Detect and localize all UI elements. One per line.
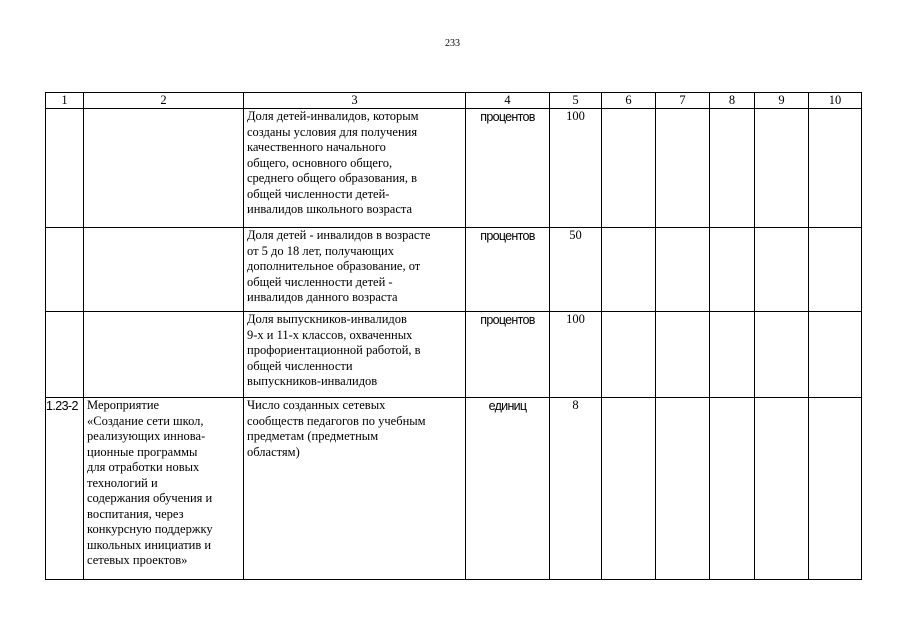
empty-cell xyxy=(809,228,862,312)
measure-name-cell xyxy=(84,312,244,398)
measure-name-cell xyxy=(84,109,244,228)
table-row xyxy=(46,109,862,228)
value-cell: 100 xyxy=(550,312,602,398)
table-row xyxy=(46,398,862,580)
header-cell: 8 xyxy=(710,93,755,109)
empty-cell xyxy=(656,228,710,312)
empty-cell xyxy=(809,312,862,398)
indicator-cell: Доля детей - инвалидов в возрасте от 5 до 18 лет, получающих дополнительное образование, от общей численности детей - инвалидов данного возраста xyxy=(244,228,466,312)
header-cell: 10 xyxy=(809,93,862,109)
measure-name-cell: Мероприятие «Создание сети школ, реализующих иннова- ционные программы для отработки новых технологий и содержания обучения и воспитания, через конкурсную поддержку школьных инициатив и сетевых проектов» xyxy=(84,398,244,580)
row-number-cell xyxy=(46,312,84,398)
empty-cell xyxy=(755,398,809,580)
empty-cell xyxy=(755,228,809,312)
measure-name-cell xyxy=(84,228,244,312)
empty-cell xyxy=(809,398,862,580)
value-cell: 50 xyxy=(550,228,602,312)
empty-cell xyxy=(710,228,755,312)
row-number-cell xyxy=(46,109,84,228)
value-cell: 8 xyxy=(550,398,602,580)
empty-cell xyxy=(755,312,809,398)
header-cell: 9 xyxy=(755,93,809,109)
row-number-cell xyxy=(46,228,84,312)
empty-cell xyxy=(656,109,710,228)
indicator-cell: Число созданных сетевых сообществ педагогов по учебным предметам (предметным областям) xyxy=(244,398,466,580)
header-cell: 6 xyxy=(602,93,656,109)
empty-cell xyxy=(602,398,656,580)
table-row xyxy=(46,312,862,398)
empty-cell xyxy=(602,228,656,312)
header-cell: 1 xyxy=(46,93,84,109)
empty-cell xyxy=(755,109,809,228)
header-cell: 3 xyxy=(244,93,466,109)
empty-cell xyxy=(809,109,862,228)
header-cell: 7 xyxy=(656,93,710,109)
empty-cell xyxy=(710,109,755,228)
row-number-cell: 1.23-2 xyxy=(46,398,84,580)
unit-cell: процентов xyxy=(466,109,550,228)
empty-cell xyxy=(602,109,656,228)
empty-cell xyxy=(656,398,710,580)
empty-cell xyxy=(656,312,710,398)
unit-cell: единиц xyxy=(466,398,550,580)
empty-cell xyxy=(602,312,656,398)
header-row xyxy=(46,93,862,109)
indicator-cell: Доля детей-инвалидов, которым созданы условия для получения качественного начального общего, основного общего, среднего общего образования, в общей численности детей- инвалидов школьного возраста xyxy=(244,109,466,228)
value-cell: 100 xyxy=(550,109,602,228)
table-row xyxy=(46,228,862,312)
indicators-table xyxy=(45,92,862,580)
page-number: 233 xyxy=(445,38,460,49)
header-cell: 4 xyxy=(466,93,550,109)
unit-cell: процентов xyxy=(466,312,550,398)
empty-cell xyxy=(710,398,755,580)
indicator-cell: Доля выпускников-инвалидов 9-х и 11-х классов, охваченных профориентационной работой, в общей численности выпускников-инвалидов xyxy=(244,312,466,398)
header-cell: 5 xyxy=(550,93,602,109)
unit-cell: процентов xyxy=(466,228,550,312)
empty-cell xyxy=(710,312,755,398)
header-cell: 2 xyxy=(84,93,244,109)
